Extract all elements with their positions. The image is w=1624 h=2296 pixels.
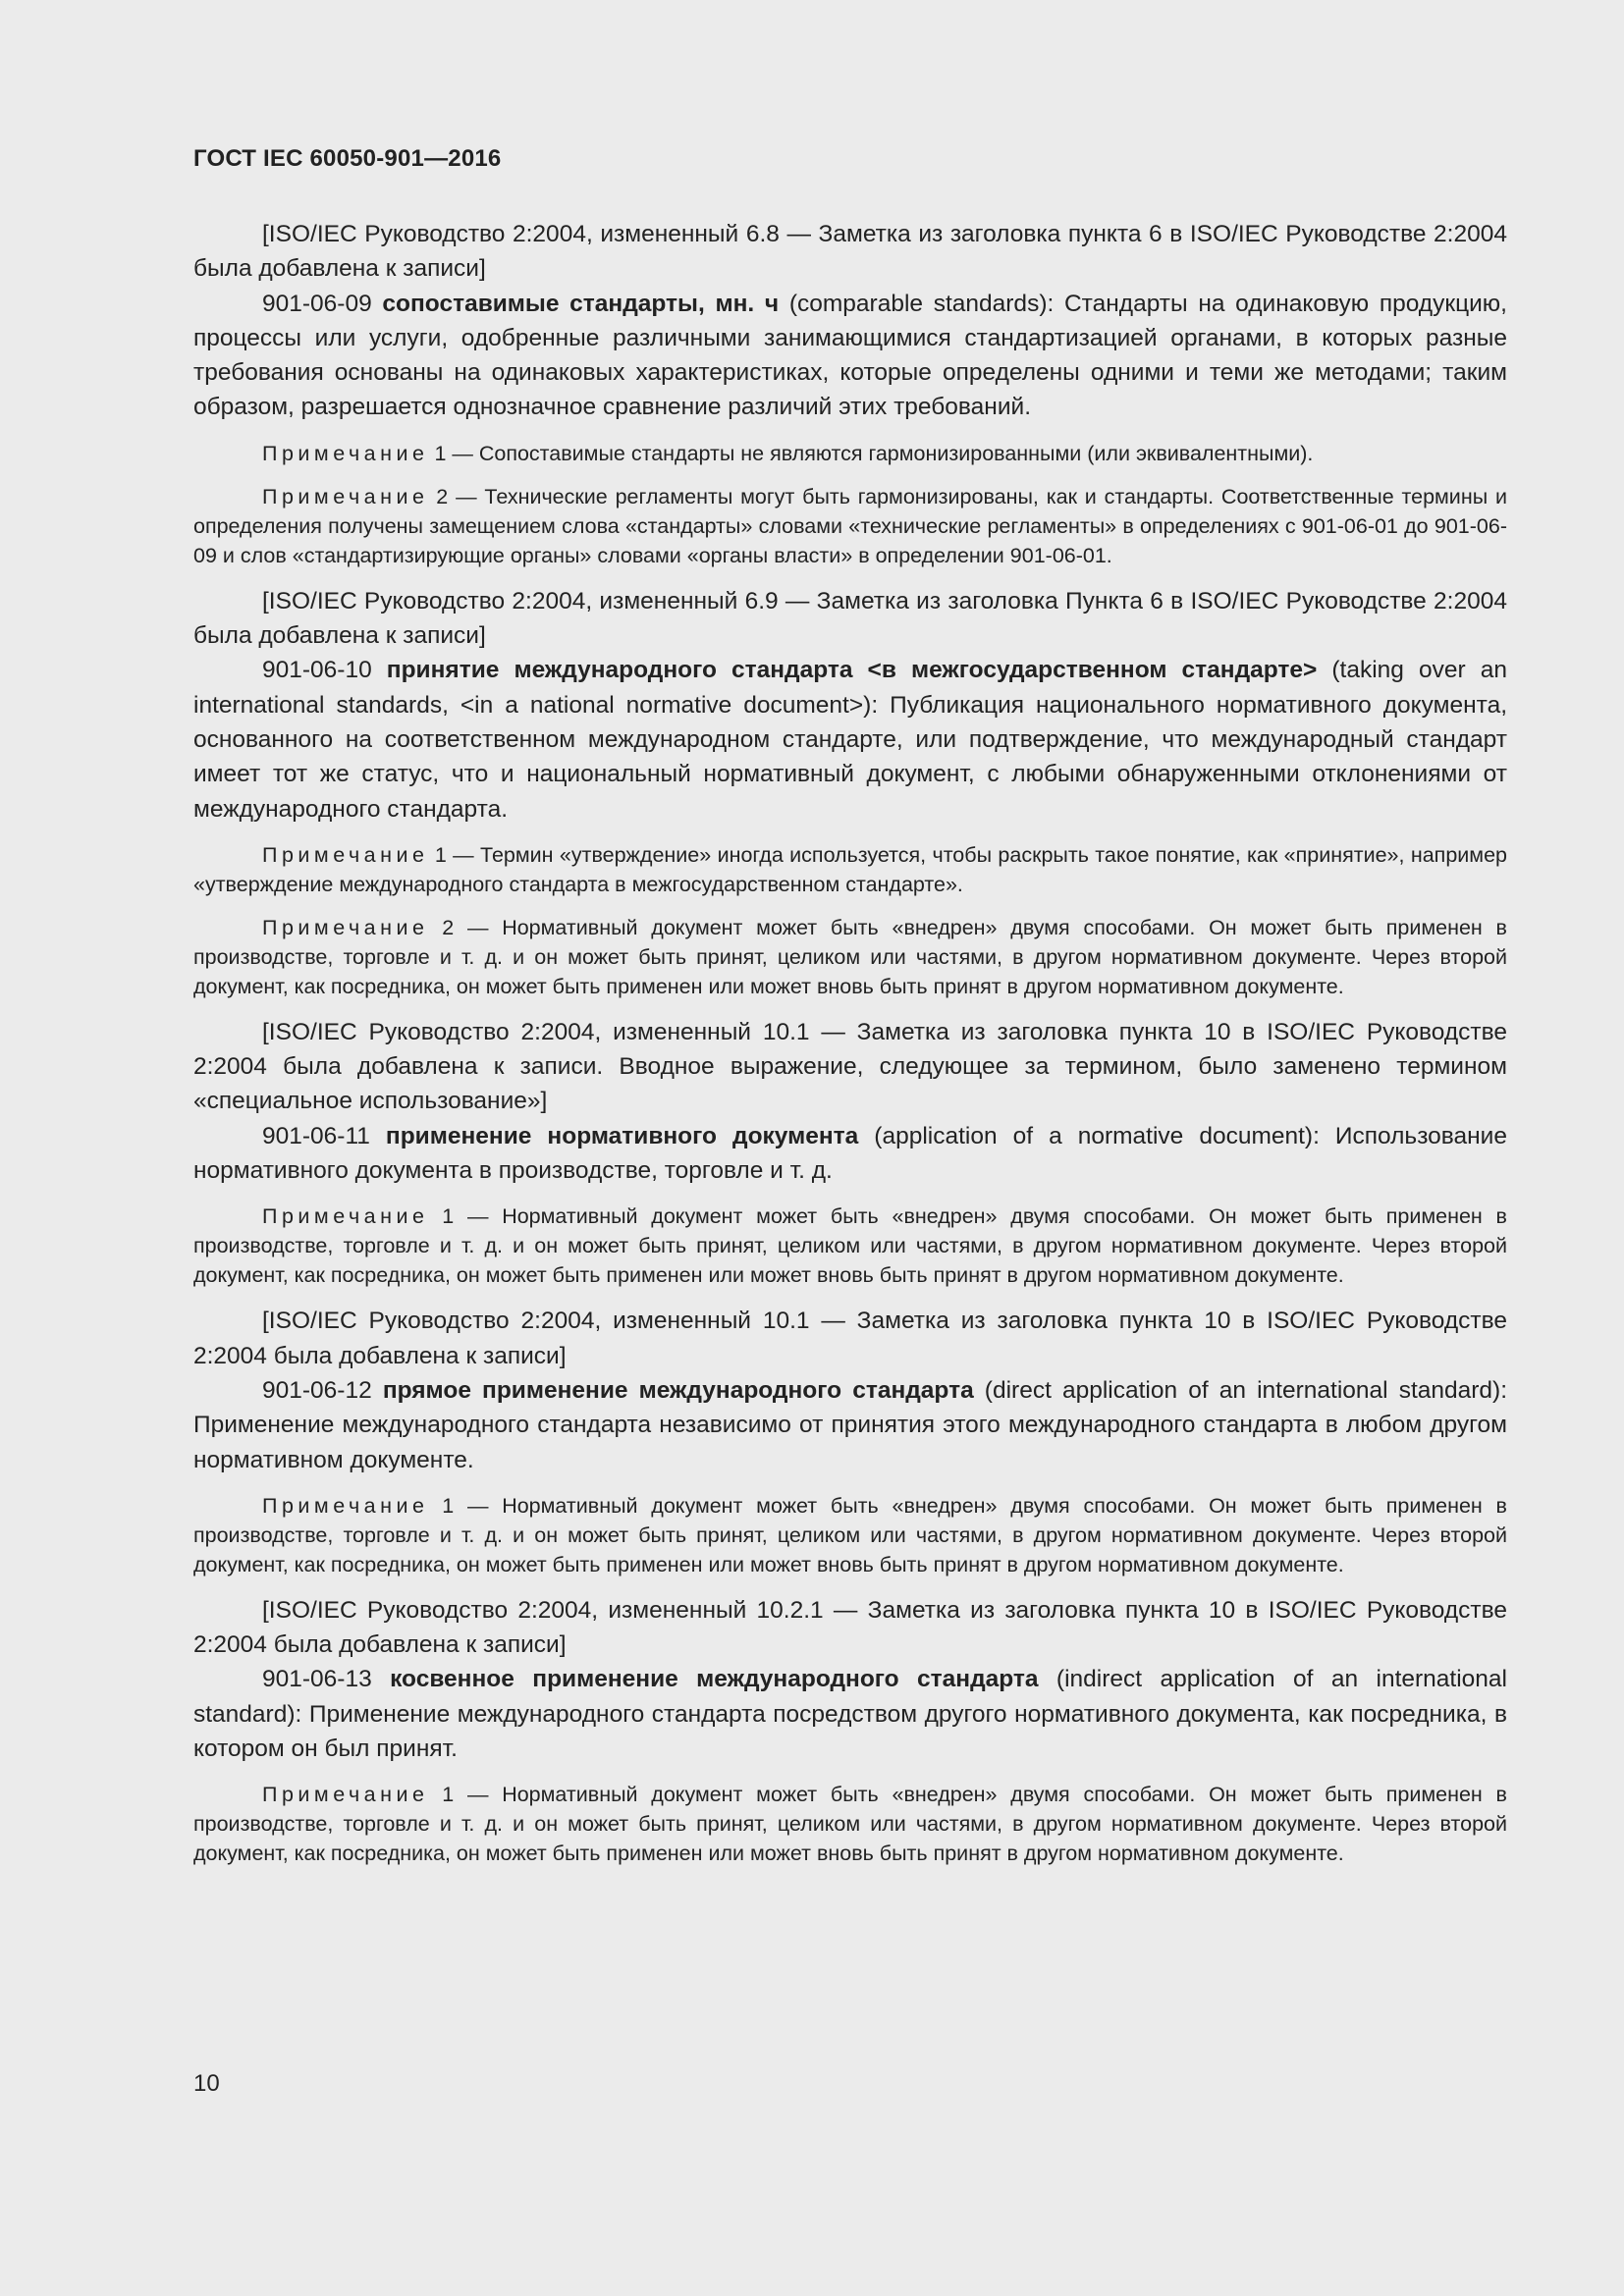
note <box>193 913 1507 1001</box>
term-number: 901-06-13 <box>262 1666 372 1693</box>
note-text: 1 — Термин «утверждение» иногда используется, чтобы раскрыть такое понятие, как «принятие», например «утверждение международного стандарта в межгосударственном стандарте». <box>193 842 1507 896</box>
note <box>193 439 1507 468</box>
source-reference: [ISO/IEC Руководство 2:2004, измененный 10.2.1 — Заметка из заголовка пункта 10 в ISO/IEC Руководстве 2:2004 была добавлена к записи] <box>193 1596 1507 1659</box>
term-name: принятие международного стандарта <в межгосударственном стандарте> <box>386 657 1318 684</box>
term-definition: (application of a normative document): Использование нормативного документа в производстве, торговле и т. д. <box>193 1122 1507 1185</box>
note <box>193 1201 1507 1290</box>
document-header: ГОСТ IEC 60050-901—2016 <box>193 145 502 172</box>
term-entry <box>193 1119 1507 1189</box>
term-number: 901-06-10 <box>262 657 372 684</box>
term-entry <box>193 1662 1507 1766</box>
note <box>193 1491 1507 1579</box>
term-definition: (direct application of an international standard): Применение международного стандарта независимо от принятия этого международного стандарта в любом другом нормативном документе. <box>193 1376 1508 1473</box>
note-text: 2 — Технические регламенты могут быть гармонизированы, как и стандарты. Соответственные термины и определения получены замещением слова «стандарты» словами «технические регламенты» в определениях с 901-06-01 до 901-06-09 и слов «стандартизирующие органы» словами «органы власти» в определении 901-06-01. <box>193 484 1507 567</box>
term-number: 901-06-12 <box>262 1376 372 1404</box>
note-label: Примечание <box>262 1783 429 1807</box>
term-number: 901-06-09 <box>262 290 372 317</box>
term-name: косвенное применение международного стандарта <box>390 1666 1039 1693</box>
term-definition: (comparable standards): Стандарты на одинаковую продукцию, процессы или услуги, одобренные различными занимающимися стандартизацией органами, в которых разные требования основаны на одинаковых характеристиках, которые определены одними и теми же методами; таким образом, разрешается однозначное сравнение различий этих требований. <box>193 290 1507 421</box>
note-label: Примечание <box>262 842 429 867</box>
source-reference: [ISO/IEC Руководство 2:2004, измененный 10.1 — Заметка из заголовка пункта 10 в ISO/IEC Руководстве 2:2004 была добавлена к записи. Вводное выражение, следующее за термином, было заменено термином «специальное использование»] <box>193 1018 1507 1115</box>
note-label: Примечание <box>262 441 429 465</box>
note-label: Примечание <box>262 915 429 939</box>
page-number: 10 <box>193 2070 220 2097</box>
note <box>193 1780 1507 1868</box>
note-label: Примечание <box>262 1204 429 1229</box>
note <box>193 482 1507 570</box>
term-definition: (taking over an international standards, <in a national normative document>): Публикация национального нормативного документа, основанного на соответственном международном стандарте, или подтверждение, что международный стандарт имеет тот же статус, что и национальный нормативный документ, с любыми обнаруженными отклонениями от международного стандарта. <box>193 657 1507 823</box>
source-reference: [ISO/IEC Руководство 2:2004, измененный 6.9 — Заметка из заголовка Пункта 6 в ISO/IEC Руководстве 2:2004 была добавлена к записи] <box>193 587 1507 650</box>
document-body <box>193 217 1507 1882</box>
note-label: Примечание <box>262 1493 429 1518</box>
note <box>193 840 1507 899</box>
term-name: прямое применение международного стандарта <box>382 1376 974 1404</box>
note-text: 1 — Сопоставимые стандарты не являются гармонизированными (или эквивалентными). <box>434 441 1314 465</box>
term-entry <box>193 287 1507 425</box>
source-reference: [ISO/IEC Руководство 2:2004, измененный 10.1 — Заметка из заголовка пункта 10 в ISO/IEC Руководстве 2:2004 была добавлена к записи] <box>193 1308 1507 1369</box>
note-text: 1 — Нормативный документ может быть «внедрен» двумя способами. Он может быть применен в производстве, торговле и т. д. и он может быть принят, целиком или частями, в другом нормативном документе. Через второй документ, как посредника, он может быть применен или может вновь быть принят в другом нормативном документе. <box>193 1204 1507 1288</box>
term-number: 901-06-11 <box>262 1122 370 1149</box>
term-name: применение нормативного документа <box>385 1122 859 1149</box>
note-text: 2 — Нормативный документ может быть «внедрен» двумя способами. Он может быть применен в производстве, торговле и т. д. и он может быть принят, целиком или частями, в другом нормативном документе. Через второй документ, как посредника, он может быть применен или может вновь быть принят в другом нормативном документе. <box>193 915 1507 998</box>
note-text: 1 — Нормативный документ может быть «внедрен» двумя способами. Он может быть применен в производстве, торговле и т. д. и он может быть принят, целиком или частями, в другом нормативном документе. Через второй документ, как посредника, он может быть применен или может вновь быть принят в другом нормативном документе. <box>193 1783 1507 1866</box>
term-entry <box>193 1373 1507 1477</box>
source-reference: [ISO/IEC Руководство 2:2004, измененный 6.8 — Заметка из заголовка пункта 6 в ISO/IEC Руководстве 2:2004 была добавлена к записи] <box>193 221 1507 283</box>
term-definition: (indirect application of an international standard): Применение международного стандарта посредством другого нормативного документа, как посредника, в котором он был принят. <box>193 1666 1507 1763</box>
note-label: Примечание <box>262 484 429 508</box>
term-entry <box>193 653 1507 826</box>
term-name: сопоставимые стандарты, мн. ч <box>382 290 780 317</box>
note-text: 1 — Нормативный документ может быть «внедрен» двумя способами. Он может быть применен в производстве, торговле и т. д. и он может быть принят, целиком или частями, в другом нормативном документе. Через второй документ, как посредника, он может быть применен или может вновь быть принят в другом нормативном документе. <box>193 1493 1507 1576</box>
